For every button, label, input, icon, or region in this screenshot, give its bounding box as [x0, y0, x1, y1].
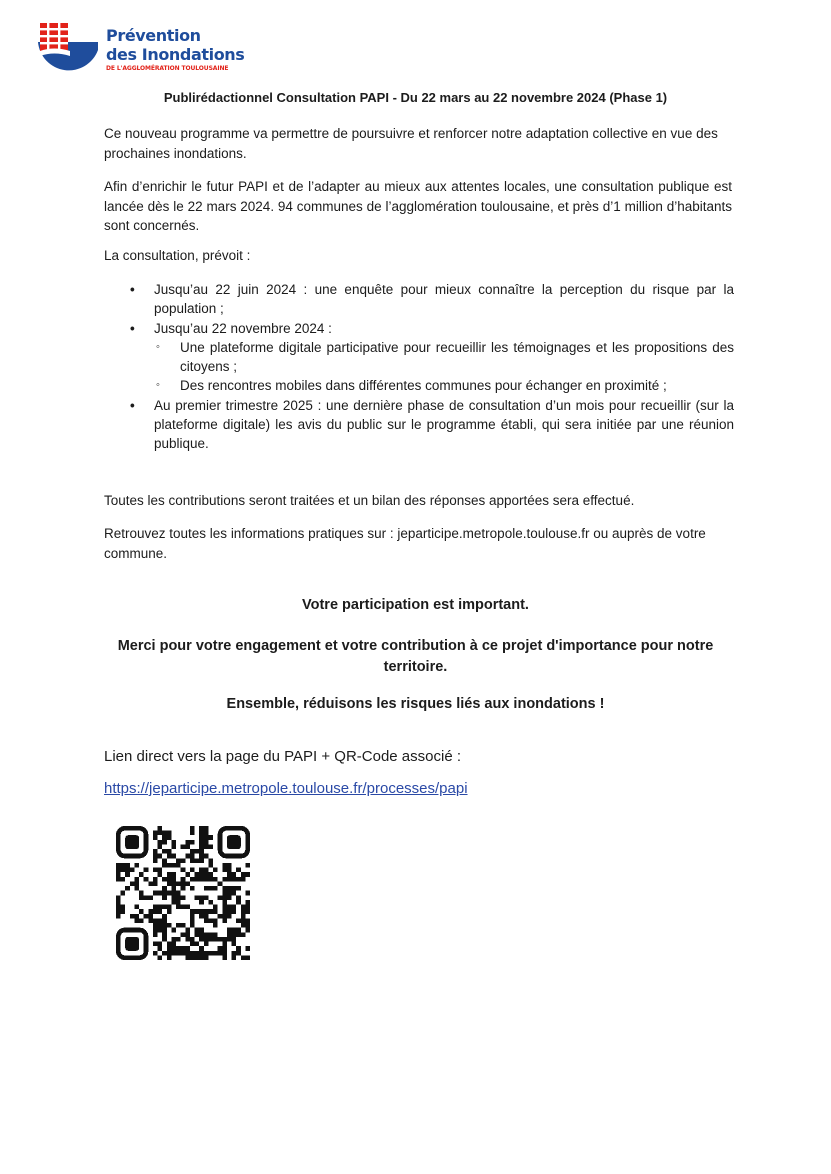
- intro-paragraph: Ce nouveau programme va permettre de poursuivre et renforcer notre adaptation collective en vue des prochaines inondations.: [104, 126, 718, 161]
- logo-title-line2: des Inondations: [106, 45, 245, 64]
- consultation-timeline-list: [130, 280, 734, 453]
- papi-link[interactable]: https://jeparticipe.metropole.toulouse.fr/processes/papi: [104, 780, 468, 797]
- thanks-heading: Merci pour votre engagement et votre contribution à ce projet d'importance pour notre territoire.: [117, 638, 714, 675]
- sublist: [156, 338, 734, 395]
- direct-link-label: Lien direct vers la page du PAPI + QR-Code associé :: [104, 748, 461, 765]
- info-paragraph: Retrouvez toutes les informations pratiques sur : jeparticipe.metropole.toulouse.fr ou auprès de votre commune.: [104, 526, 706, 561]
- logo-title-line1: Prévention: [106, 26, 201, 45]
- consultation-paragraph: Afin d’enrichir le futur PAPI et de l’adapter au mieux aux attentes locales, une consultation publique est lancée dès le 22 mars 2024. 94 communes de l’agglomération toulousaine, et près d’1 million d’habitants sont concernés.: [104, 179, 732, 233]
- sublist-item: ◦ Des rencontres mobiles dans différentes communes pour échanger en proximité ;: [156, 376, 734, 395]
- list-item: • Jusqu’au 22 novembre 2024 : ◦ Une plateforme digitale participative pour recueillir les témoignages et les propositions des citoyens ; ◦ Des rencontres mobiles dans différentes communes pour échanger en proximité ;: [130, 319, 734, 395]
- consultation-intro-line: La consultation, prévoit :: [104, 248, 251, 263]
- document-title: Publirédactionnel Consultation PAPI - Du 22 mars au 22 novembre 2024 (Phase 1): [163, 90, 668, 105]
- logo-subtitle: DE L'AGGLOMÉRATION TOULOUSAINE: [106, 65, 229, 72]
- logo-emblem-icon: [36, 20, 102, 74]
- slogan-heading: Ensemble, réduisons les risques liés aux inondations !: [226, 696, 605, 712]
- logo: [36, 20, 266, 76]
- sublist-item: ◦ Une plateforme digitale participative pour recueillir les témoignages et les propositions des citoyens ;: [156, 338, 734, 376]
- list-item: • Jusqu’au 22 juin 2024 : une enquête pour mieux connaître la perception du risque par la population ;: [130, 280, 734, 318]
- qr-code-icon[interactable]: [116, 826, 250, 960]
- list-item: • Au premier trimestre 2025 : une dernière phase de consultation d’un mois pour recueillir (sur la plateforme digitale) les avis du public sur le programme établi, qui sera initiée par une réunion publique.: [130, 396, 734, 453]
- participation-heading: Votre participation est important.: [302, 597, 529, 613]
- contributions-paragraph: Toutes les contributions seront traitées et un bilan des réponses apportées sera effectué.: [104, 493, 635, 508]
